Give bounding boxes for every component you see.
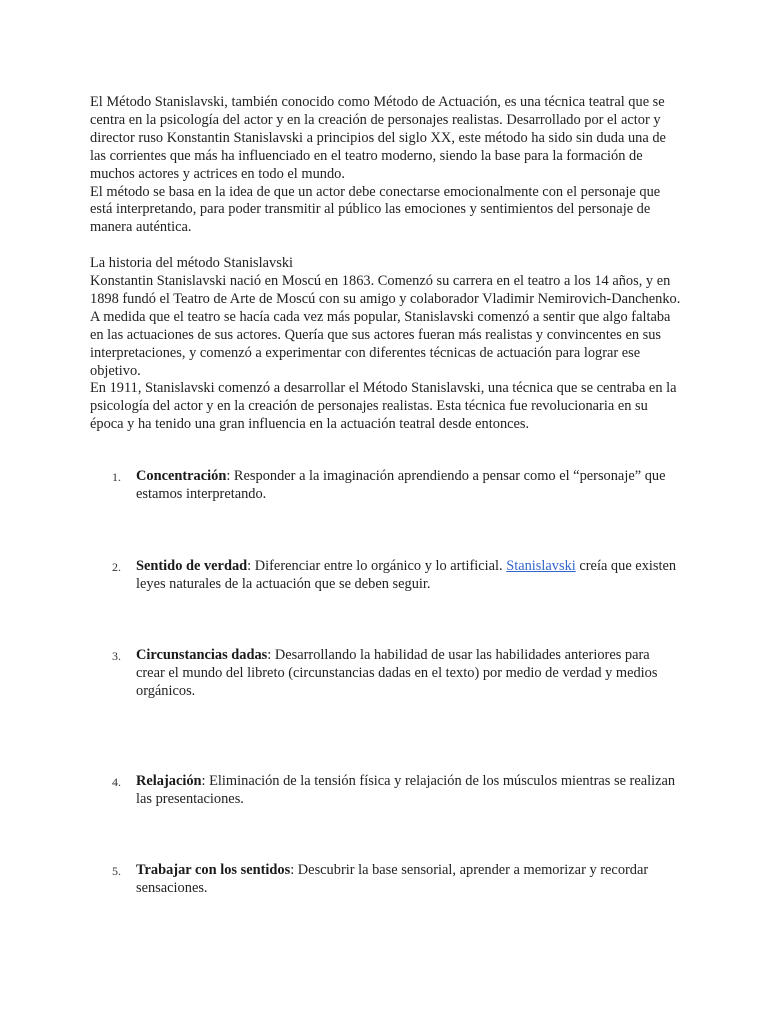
intro-paragraph-1: El Método Stanislavski, también conocido como Método de Actuación, es una técnica teatral que se centra en la psicología del actor y en la creación de personajes realistas. Desarrollado por el actor y director ruso Konstantin Stanislavski a principios del siglo XX, este método ha sido sin duda una de las corrientes que más ha influenciado en el teatro moderno, siendo la base para la formación de muchos actores y actrices en todo el mundo. xyxy=(90,94,666,182)
list-item-number: 4. xyxy=(112,774,121,789)
list-gap xyxy=(90,701,682,773)
list-item-term: Relajación xyxy=(136,772,202,789)
list-item xyxy=(90,558,682,594)
section-heading: La historia del método Stanislavski xyxy=(90,255,294,272)
list-item xyxy=(90,468,682,504)
list-item-term: Concentración xyxy=(136,468,227,484)
list-item-text: : Descubrir la base sensorial, aprender a memorizar y recordar sensaciones. xyxy=(136,862,649,897)
document-body xyxy=(90,94,682,434)
list-item-term: Sentido de verdad xyxy=(136,557,248,574)
blank-line xyxy=(90,237,682,255)
list-item-term: Trabajar con los sentidos xyxy=(136,862,291,879)
stanislavski-link[interactable]: Stanislavski xyxy=(506,557,576,574)
list-gap xyxy=(90,593,682,647)
list-item-number: 5. xyxy=(112,864,121,879)
list-item-text: creía que existen leyes naturales de la actuación que se deben seguir. xyxy=(136,557,677,592)
list-item-number: 2. xyxy=(112,559,121,574)
history-paragraph-1: Konstantin Stanislavski nació en Moscú en 1863. Comenzó su carrera en el teatro a los 14 años, y en 1898 fundó el Teatro de Arte de Moscú con su amigo y colaborador Vladimir Nemirovich-Danchenko. A medida que el teatro se hacía cada vez más popular, Stanislavski comenzó a sentir que algo faltaba en las actuaciones de sus actores. Quería que sus actores fueran más realistas y convincentes en sus interpretaciones, y comenzó a experimentar con diferentes técnicas de actuación para lograr ese objetivo. xyxy=(90,273,681,379)
list-item xyxy=(90,647,682,701)
list-gap xyxy=(90,808,682,862)
list-gap xyxy=(90,504,682,558)
list-item-text: : Responder a la imaginación aprendiendo a pensar como el “personaje” que estamos interpretando. xyxy=(136,468,666,502)
list-item-term: Circunstancias dadas xyxy=(136,647,268,664)
intro-paragraph-2: El método se basa en la idea de que un actor debe conectarse emocionalmente con el personaje que está interpretando, para poder transmitir al público las emociones y sentimientos del personaje de manera auténtica. xyxy=(90,183,661,236)
list-item-text: : Desarrollando la habilidad de usar las habilidades anteriores para crear el mundo del libreto (circunstancias dadas en el texto) por medio de verdad y medios orgánicos. xyxy=(136,647,658,700)
techniques-list xyxy=(90,468,682,898)
history-paragraph-2: En 1911, Stanislavski comenzó a desarrollar el Método Stanislavski, una técnica que se centraba en la psicología del actor y en la creación de personajes realistas. Esta técnica fue revolucionaria en su época y ha tenido una gran influencia en la actuación teatral desde entonces. xyxy=(90,380,677,433)
list-item-text: : Diferenciar entre lo orgánico y lo artificial. xyxy=(247,557,507,574)
list-item-text: : Eliminación de la tensión física y relajación de los músculos mientras se realizan las presentaciones. xyxy=(136,772,676,807)
list-item-number: 1. xyxy=(112,470,121,484)
list-item xyxy=(90,773,682,809)
list-item-number: 3. xyxy=(112,649,121,664)
list-item xyxy=(90,862,682,898)
